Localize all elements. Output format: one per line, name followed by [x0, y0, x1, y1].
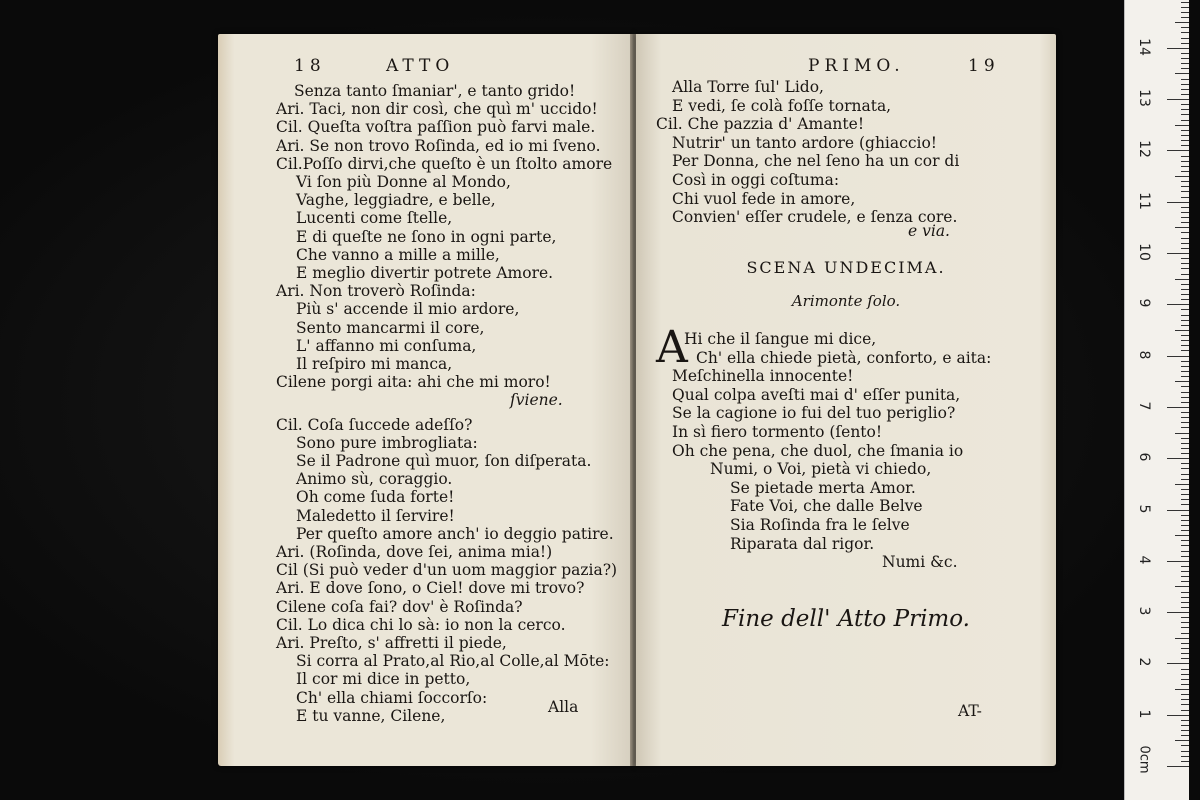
- ruler-tick: [1181, 751, 1189, 752]
- catchword: AT-: [958, 702, 982, 720]
- ruler-tick: [1181, 222, 1189, 223]
- ruler-tick: [1181, 422, 1189, 423]
- ruler-tick: [1181, 499, 1189, 500]
- text-line: Numi &c.: [882, 553, 958, 572]
- text-line: Ari. Non troverò Roſinda:: [276, 282, 476, 301]
- ruler-tick: [1167, 407, 1189, 408]
- ruler-tick: [1181, 114, 1189, 115]
- ruler-tick: [1181, 725, 1189, 726]
- text-line: Cil. Che pazzia d' Amante!: [656, 115, 865, 134]
- ruler-tick: [1181, 402, 1189, 403]
- ruler-tick: [1167, 202, 1189, 203]
- text-line: Nutrir' un tanto ardore (ghiaccio!: [672, 133, 938, 152]
- ruler-tick: [1181, 489, 1189, 490]
- ruler-tick: [1175, 279, 1189, 280]
- ruler-tick: [1181, 745, 1189, 746]
- text-line: Se pietade merta Amor.: [730, 478, 916, 497]
- ruler-tick: [1181, 704, 1189, 705]
- ruler-tick: [1181, 309, 1189, 310]
- ruler-tick: [1181, 412, 1189, 413]
- text-line: Cil (Si può veder d'un uom maggior pazia?): [276, 561, 618, 580]
- ruler-tick: [1181, 581, 1189, 582]
- text-line: Fate Voi, che dalle Belve: [730, 497, 923, 516]
- ruler-tick: [1175, 381, 1189, 382]
- text-line: Si corra al Prato,al Rio,al Colle,al Mōte:: [296, 652, 610, 671]
- ruler-tick: [1181, 345, 1189, 346]
- ruler-tick: [1175, 176, 1189, 177]
- right-page: [636, 34, 1056, 766]
- text-line: Lucenti come ſtelle,: [296, 209, 453, 228]
- text-line: E meglio divertir potrete Amore.: [296, 264, 554, 282]
- ruler-tick: [1181, 58, 1189, 59]
- text-line: Il cor mi dice in petto,: [296, 670, 471, 689]
- ruler-tick: [1175, 330, 1189, 331]
- ruler-tick: [1181, 17, 1189, 18]
- ruler-tick: [1181, 27, 1189, 28]
- ruler-tick: [1181, 350, 1189, 351]
- ruler-label: 8: [1136, 350, 1152, 360]
- ruler-tick: [1167, 99, 1189, 100]
- ruler-tick: [1167, 510, 1189, 511]
- ruler-tick: [1181, 120, 1189, 121]
- ruler-tick: [1181, 694, 1189, 695]
- ruler-tick: [1181, 315, 1189, 316]
- text-line: Alla Torre ſul' Lido,: [672, 78, 824, 96]
- ruler-label: 7: [1136, 401, 1152, 411]
- left-page: [218, 34, 632, 766]
- text-line: Alla: [548, 698, 579, 716]
- ruler-tick: [1181, 135, 1189, 136]
- open-book: [218, 34, 1058, 774]
- ruler-tick: [1181, 474, 1189, 475]
- ruler-tick: [1181, 627, 1189, 628]
- ruler-tick: [1181, 463, 1189, 464]
- text-line: E vedi, ſe colà foſſe tornata,: [672, 96, 892, 115]
- text-line: Se il Padrone quì muor, ſon diſperata.: [296, 452, 592, 470]
- ruler-tick: [1181, 335, 1189, 336]
- ruler-tick: [1175, 433, 1189, 434]
- text-line: Più s' accende il mio ardore,: [296, 300, 520, 319]
- drop-cap: A: [656, 322, 688, 373]
- ruler-tick: [1181, 571, 1189, 572]
- ruler-tick: [1181, 576, 1189, 577]
- ruler-tick: [1181, 289, 1189, 290]
- ruler-tick: [1175, 638, 1189, 639]
- ruler-tick: [1175, 125, 1189, 126]
- text-line: Ch' ella chiami ſoccorſo:: [296, 688, 488, 707]
- ruler-tick: [1167, 48, 1189, 49]
- ruler-tick: [1181, 299, 1189, 300]
- text-line: Cil. Coſa ſuccede adeſſo?: [276, 415, 473, 434]
- ruler-tick: [1181, 366, 1189, 367]
- ruler-tick: [1181, 181, 1189, 182]
- text-line: L' affanno mi conſuma,: [296, 336, 477, 355]
- ruler-tick: [1181, 263, 1189, 264]
- ruler-tick: [1181, 130, 1189, 131]
- ruler-tick: [1175, 586, 1189, 587]
- text-line: ſviene.: [510, 391, 563, 410]
- ruler-tick: [1181, 392, 1189, 393]
- ruler-tick: [1181, 376, 1189, 377]
- act-end-title: Fine dell' Atto Primo.: [722, 606, 970, 632]
- text-line: Per queſto amore anch' io deggio patire.: [296, 524, 614, 543]
- ruler-tick: [1167, 561, 1189, 562]
- ruler-tick: [1181, 145, 1189, 146]
- text-line: Senza tanto ſmaniar', e tanto grido!: [294, 82, 576, 100]
- ruler-tick: [1181, 258, 1189, 259]
- ruler-label: 12: [1136, 140, 1152, 159]
- ruler-label: 4: [1136, 555, 1152, 565]
- text-line: In sì fiero tormento (ſento!: [672, 423, 883, 441]
- ruler-tick: [1181, 720, 1189, 721]
- right-page-number: 19: [968, 56, 1000, 76]
- ruler-tick: [1181, 156, 1189, 157]
- text-line: Sia Roſinda fra le ſelve: [730, 516, 910, 534]
- ruler-label: 1: [1136, 709, 1152, 719]
- ruler-tick: [1181, 320, 1189, 321]
- text-line: Se la cagione io fui del tuo periglio?: [672, 404, 956, 423]
- ruler-tick: [1181, 268, 1189, 269]
- text-line: Oh come ſuda forte!: [296, 488, 455, 507]
- measurement-ruler: [1124, 0, 1189, 800]
- ruler-tick: [1167, 715, 1189, 716]
- ruler-label: 3: [1136, 606, 1152, 616]
- text-line: Il reſpiro mi manca,: [296, 355, 453, 373]
- ruler-tick: [1181, 592, 1189, 593]
- ruler-label: 10: [1136, 243, 1152, 261]
- text-line: Animo sù, coraggio.: [296, 470, 453, 489]
- ruler-tick: [1181, 658, 1189, 659]
- ruler-tick: [1181, 294, 1189, 295]
- ruler-tick: [1181, 397, 1189, 398]
- ruler-tick: [1181, 232, 1189, 233]
- ruler-tick: [1181, 109, 1189, 110]
- text-line: E di queſte ne ſono in ogni parte,: [296, 227, 557, 246]
- ruler-tick: [1181, 161, 1189, 162]
- ruler-tick: [1181, 735, 1189, 736]
- ruler-tick: [1167, 253, 1189, 254]
- text-line: Maledetto il ſervire!: [296, 506, 455, 525]
- ruler-tick: [1181, 248, 1189, 249]
- text-line: Cil. Queſta voſtra paſſion può farvi male.: [276, 118, 596, 137]
- ruler-tick: [1181, 171, 1189, 172]
- ruler-tick: [1181, 525, 1189, 526]
- ruler-tick: [1181, 597, 1189, 598]
- text-line: Ch' ella chiede pietà, conforto, e aita:: [696, 348, 992, 367]
- ruler-tick: [1167, 304, 1189, 305]
- ruler-label: 9: [1136, 298, 1152, 308]
- text-line: Così in oggi coſtuma:: [672, 171, 840, 189]
- ruler-tick: [1181, 515, 1189, 516]
- ruler-tick: [1167, 150, 1189, 151]
- ruler-tick: [1181, 217, 1189, 218]
- ruler-tick: [1181, 438, 1189, 439]
- ruler-tick: [1181, 79, 1189, 80]
- ruler-tick: [1181, 551, 1189, 552]
- ruler-tick: [1181, 191, 1189, 192]
- ruler-label: 6: [1136, 452, 1152, 462]
- ruler-tick: [1181, 274, 1189, 275]
- scene-title: SCENA UNDECIMA.: [746, 258, 946, 277]
- text-line: E tu vanne, Cilene,: [296, 706, 446, 725]
- ruler-tick: [1181, 756, 1189, 757]
- ruler-tick: [1181, 622, 1189, 623]
- ruler-tick: [1181, 104, 1189, 105]
- ruler-tick: [1181, 530, 1189, 531]
- ruler-tick: [1175, 484, 1189, 485]
- ruler-tick: [1181, 556, 1189, 557]
- ruler-tick: [1181, 12, 1189, 13]
- text-line: Hi che il ſangue mi dice,: [684, 330, 877, 348]
- text-line: Numi, o Voi, pietà vi chiedo,: [710, 460, 932, 479]
- text-line: Convien' eſſer crudele, e ſenza core.: [672, 208, 958, 227]
- ruler-tick: [1181, 566, 1189, 567]
- ruler-tick: [1181, 361, 1189, 362]
- ruler-tick: [1181, 63, 1189, 64]
- ruler-tick: [1181, 520, 1189, 521]
- ruler-label: 13: [1136, 89, 1152, 107]
- ruler-tick: [1181, 325, 1189, 326]
- ruler-tick: [1181, 166, 1189, 167]
- ruler-tick: [1181, 140, 1189, 141]
- ruler-tick: [1181, 448, 1189, 449]
- ruler-tick: [1175, 689, 1189, 690]
- ruler-tick: [1181, 32, 1189, 33]
- ruler-tick: [1181, 710, 1189, 711]
- ruler-tick: [1167, 766, 1189, 767]
- ruler-tick: [1181, 540, 1189, 541]
- ruler-label: 2: [1136, 657, 1152, 667]
- ruler-tick: [1175, 73, 1189, 74]
- ruler-tick: [1181, 679, 1189, 680]
- ruler-tick: [1181, 84, 1189, 85]
- ruler-tick: [1181, 607, 1189, 608]
- ruler-tick: [1181, 238, 1189, 239]
- ruler-tick: [1181, 212, 1189, 213]
- ruler-tick: [1181, 699, 1189, 700]
- text-line: Per Donna, che nel ſeno ha un cor di: [672, 152, 960, 171]
- text-line: Vaghe, leggiadre, e belle,: [296, 191, 496, 210]
- ruler-tick: [1181, 494, 1189, 495]
- text-line: Che vanno a mille a mille,: [296, 245, 500, 264]
- text-line: Riparata dal rigor.: [730, 534, 875, 553]
- ruler-tick: [1181, 643, 1189, 644]
- ruler-tick: [1175, 740, 1189, 741]
- text-line: Sono pure imbrogliata:: [296, 433, 478, 452]
- ruler-tick: [1181, 468, 1189, 469]
- ruler-tick: [1175, 535, 1189, 536]
- ruler-tick: [1181, 602, 1189, 603]
- ruler-tick: [1181, 89, 1189, 90]
- ruler-tick: [1181, 243, 1189, 244]
- ruler-tick: [1181, 427, 1189, 428]
- text-line: Ari. Preſto, s' affretti il piede,: [276, 634, 507, 652]
- ruler-tick: [1181, 417, 1189, 418]
- ruler-tick: [1167, 612, 1189, 613]
- ruler-tick: [1181, 730, 1189, 731]
- text-line: Oh che pena, che duol, che ſmania io: [672, 441, 964, 460]
- ruler-tick: [1181, 197, 1189, 198]
- text-line: Cil. Lo dica chi lo sà: io non la cerco.: [276, 615, 566, 634]
- text-line: Ari. Taci, non dir così, che quì m' uccido!: [276, 100, 598, 119]
- text-line: Ari. (Roſinda, dove ſei, anima mia!): [276, 543, 553, 561]
- ruler-tick: [1181, 2, 1189, 3]
- ruler-tick: [1181, 7, 1189, 8]
- text-line: Vi ſon più Donne al Mondo,: [296, 173, 511, 191]
- ruler-tick: [1167, 356, 1189, 357]
- ruler-tick: [1181, 669, 1189, 670]
- left-running-head: ATTO: [386, 56, 455, 76]
- ruler-tick: [1181, 674, 1189, 675]
- text-line: Cilene coſa fai? dov' è Roſinda?: [276, 597, 523, 616]
- ruler-tick: [1181, 545, 1189, 546]
- text-line: Qual colpa aveſti mai d' eſſer punita,: [672, 385, 961, 404]
- right-running-head: PRIMO.: [808, 56, 905, 76]
- ruler-tick: [1181, 38, 1189, 39]
- ruler-tick: [1175, 22, 1189, 23]
- ruler-tick: [1181, 504, 1189, 505]
- scene-subtitle: Arimonte ſolo.: [791, 292, 901, 310]
- ruler-tick: [1181, 633, 1189, 634]
- ruler-tick: [1167, 458, 1189, 459]
- text-line: Ari. Se non trovo Roſinda, ed io mi ſveno.: [276, 136, 601, 155]
- text-line: e via.: [908, 222, 950, 240]
- ruler-tick: [1181, 186, 1189, 187]
- ruler-label: 14: [1136, 37, 1152, 56]
- ruler-tick: [1181, 43, 1189, 44]
- ruler-label: 5: [1136, 504, 1152, 513]
- ruler-tick: [1175, 227, 1189, 228]
- ruler-tick: [1181, 653, 1189, 654]
- ruler-tick: [1181, 207, 1189, 208]
- ruler-tick: [1181, 371, 1189, 372]
- ruler-tick: [1181, 453, 1189, 454]
- ruler-unit: 0cm: [1136, 745, 1152, 774]
- ruler-tick: [1181, 443, 1189, 444]
- ruler-tick: [1181, 386, 1189, 387]
- text-line: Cilene porgi aita: ahi che mi moro!: [276, 373, 551, 392]
- ruler-tick: [1181, 68, 1189, 69]
- text-line: Ari. E dove ſono, o Ciel! dove mi trovo?: [276, 579, 585, 598]
- ruler-tick: [1167, 663, 1189, 664]
- ruler-tick: [1181, 761, 1189, 762]
- ruler-label: 11: [1136, 191, 1152, 210]
- ruler-tick: [1181, 340, 1189, 341]
- text-line: Chi vuol fede in amore,: [672, 189, 856, 208]
- text-line: Sento mancarmi il core,: [296, 318, 485, 337]
- ruler-tick: [1181, 617, 1189, 618]
- left-page-number: 18: [294, 56, 326, 76]
- ruler-tick: [1181, 479, 1189, 480]
- ruler-tick: [1181, 53, 1189, 54]
- text-line: Meſchinella innocente!: [672, 367, 854, 386]
- text-line: Cil.Poſſo dirvi,che queſto è un ſtolto amore: [276, 154, 613, 173]
- ruler-tick: [1181, 684, 1189, 685]
- ruler-tick: [1181, 94, 1189, 95]
- ruler-tick: [1181, 648, 1189, 649]
- ruler-tick: [1181, 284, 1189, 285]
